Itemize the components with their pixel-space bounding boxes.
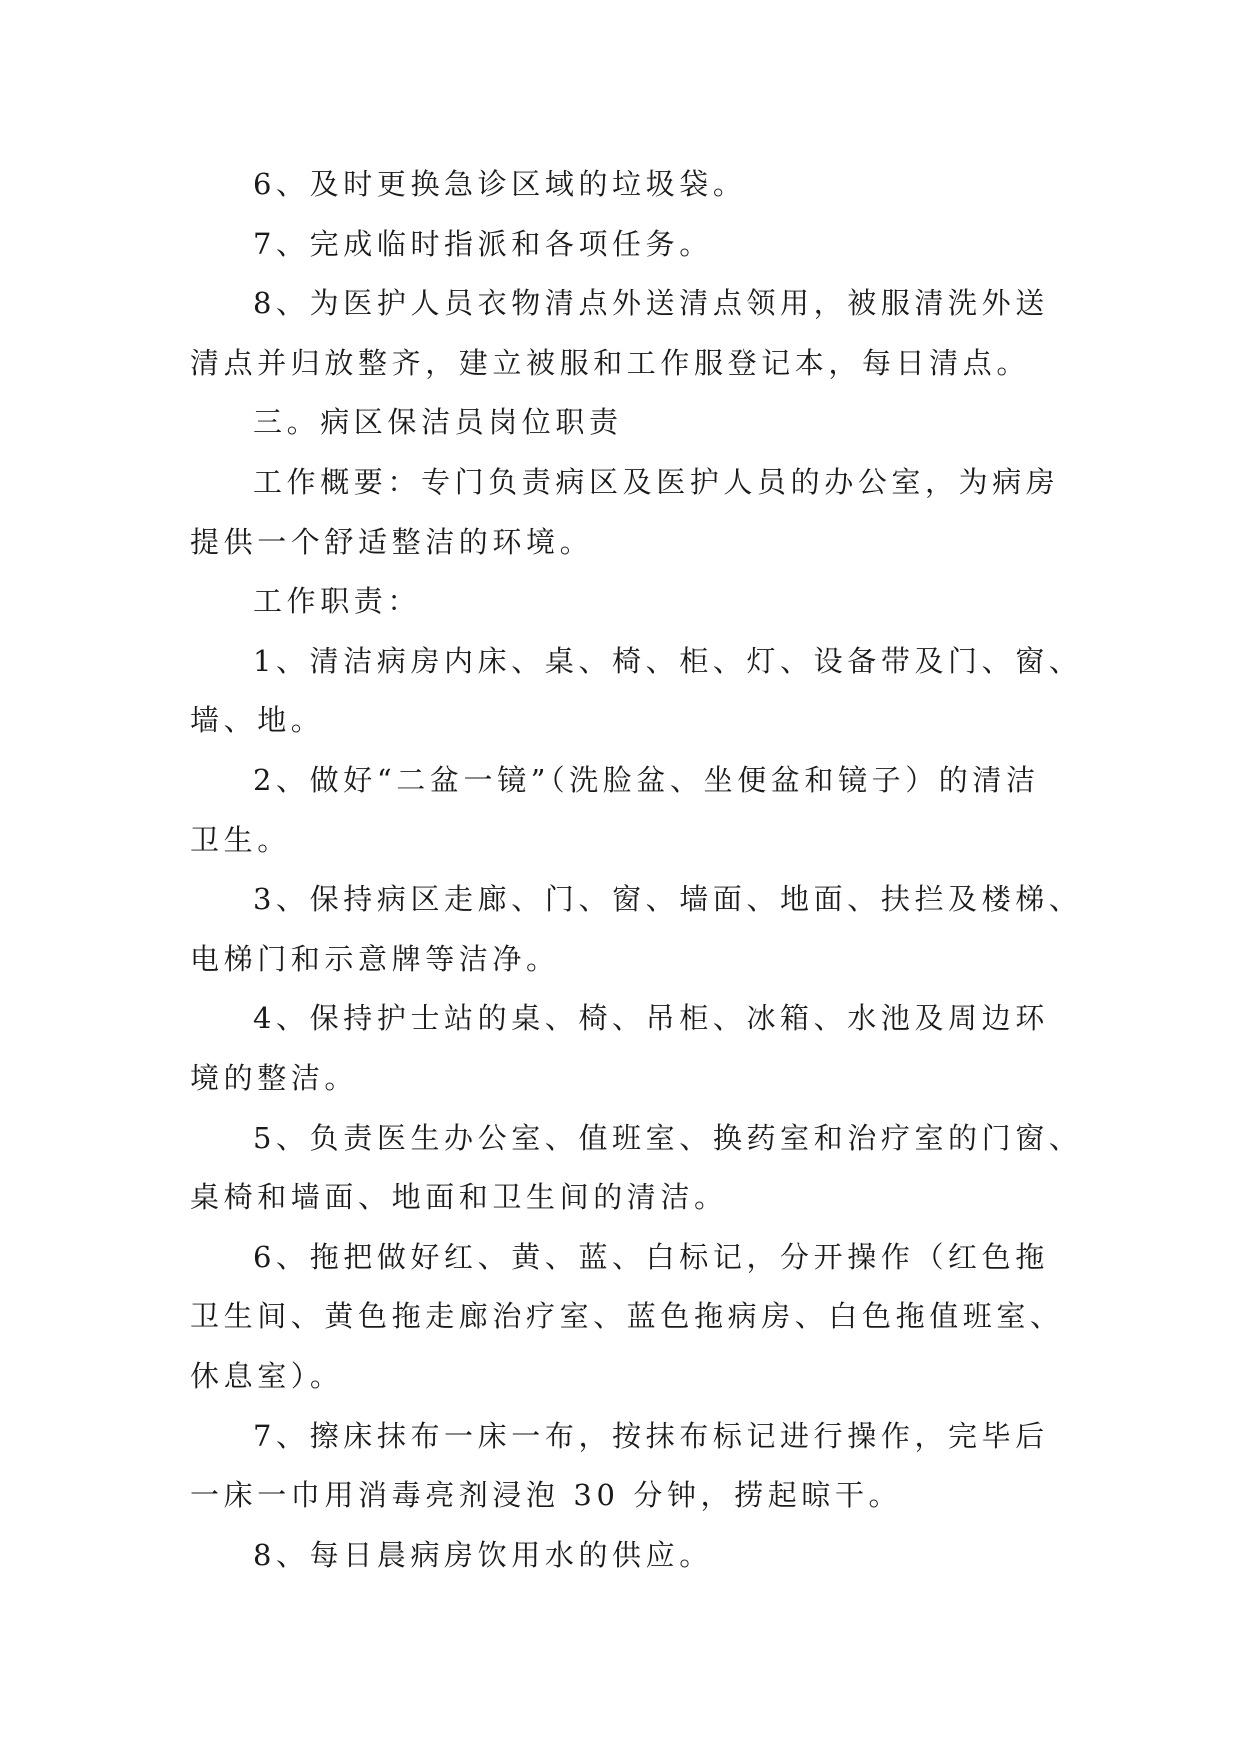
text-line: 清点并归放整齐，建立被服和工作服登记本，每日清点。 (190, 346, 1031, 380)
text-line: 2、做好“二盆一镜”（洗脸盆、坐便盆和镜子）的清洁 (253, 763, 1040, 797)
text-line: 4、保持护士站的桌、椅、吊柜、冰箱、水池及周边环 (253, 1001, 1049, 1035)
text-line: 8、每日晨病房饮用水的供应。 (253, 1538, 713, 1572)
text-line: 休息室）。 (190, 1359, 344, 1393)
text-line: 电梯门和示意牌等洁净。 (190, 942, 560, 976)
text-line: 7、完成临时指派和各项任务。 (253, 227, 713, 261)
text-line: 7、擦床抹布一床一布，按抹布标记进行操作，完毕后 (253, 1419, 1049, 1453)
subheading: 工作职责： (253, 584, 422, 618)
text-line: 墙、地。 (190, 703, 325, 737)
text-line: 工作概要：专门负责病区及医护人员的办公室，为病房 (253, 465, 1060, 499)
text-line: 卫生。 (190, 823, 291, 857)
text-line: 桌椅和墙面、地面和卫生间的清洁。 (190, 1180, 728, 1214)
text-line: 一床一巾用消毒亮剂浸泡 30 分钟，捞起晾干。 (190, 1478, 903, 1512)
text-line: 卫生间、黄色拖走廊治疗室、蓝色拖病房、白色拖值班室、 (190, 1299, 1064, 1333)
text-line: 1、清洁病房内床、桌、椅、柜、灯、设备带及门、窗、 (253, 644, 1083, 678)
text-line: 6、拖把做好红、黄、蓝、白标记，分开操作（红色拖 (253, 1240, 1049, 1274)
text-line: 5、负责医生办公室、值班室、换药室和治疗室的门窗、 (253, 1121, 1083, 1155)
text-line: 8、为医护人员衣物清点外送清点领用，被服清洗外送 (253, 286, 1049, 320)
text-line: 3、保持病区走廊、门、窗、墙面、地面、扶拦及楼梯、 (253, 882, 1083, 916)
section-heading: 三。病区保洁员岗位职责 (253, 405, 623, 439)
text-line: 提供一个舒适整洁的环境。 (190, 525, 594, 559)
text-line: 6、及时更换急诊区域的垃圾袋。 (253, 167, 747, 201)
text-line: 境的整洁。 (190, 1061, 359, 1095)
